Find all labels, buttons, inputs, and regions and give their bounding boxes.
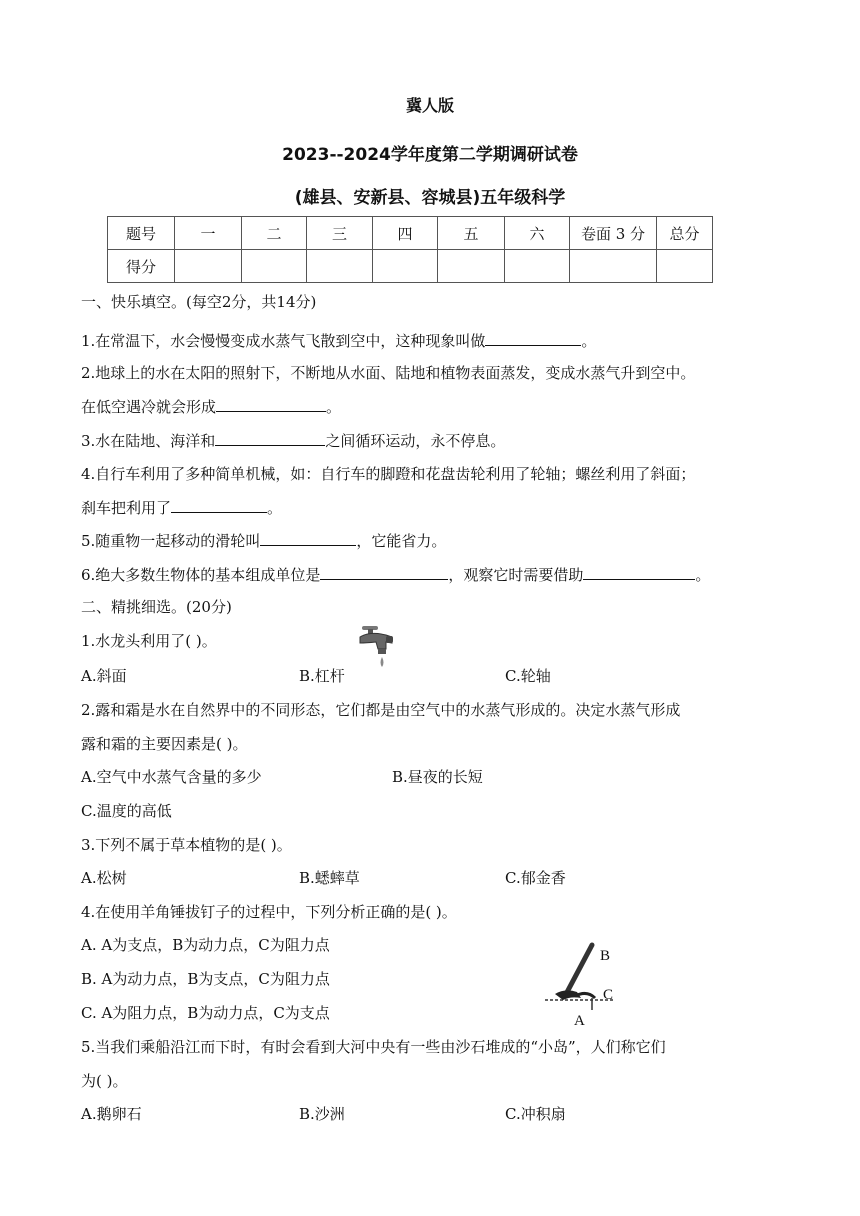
table-cell: 五 <box>438 217 505 250</box>
question-text: 。 <box>695 566 711 584</box>
table-cell: 四 <box>373 217 438 250</box>
s2-q5-option-a[interactable]: A.鹅卵石 <box>81 1105 142 1123</box>
question-text: ，它能省力。 <box>356 532 447 550</box>
s2-q2-option-c[interactable]: C.温度的高低 <box>81 802 172 820</box>
s2-question-5-line2: 为( )。 <box>81 1072 128 1090</box>
s2-q3-option-a[interactable]: A.松树 <box>81 869 127 887</box>
score-input-cell[interactable] <box>307 250 373 283</box>
s2-question-4-stem: 4.在使用羊角锤拔钉子的过程中，下列分析正确的是( )。 <box>81 903 457 921</box>
s2-q1-option-b[interactable]: B.杠杆 <box>299 667 345 685</box>
s2-question-3-stem: 3.下列不属于草本植物的是( )。 <box>81 836 292 854</box>
faucet-image <box>356 623 396 671</box>
question-text: 。 <box>267 499 283 517</box>
s2-question-2-line2: 露和霜的主要因素是( )。 <box>81 735 248 753</box>
question-text: 。 <box>581 332 597 350</box>
s1-question-1 <box>81 330 596 351</box>
figure-label-c: C <box>603 987 614 1003</box>
s1-question-4-line2 <box>81 497 282 518</box>
s2-question-1-stem: 1.水龙头利用了( )。 <box>81 632 217 650</box>
s1-question-3 <box>81 430 505 451</box>
answer-blank[interactable] <box>216 396 326 412</box>
question-text: 1.在常温下，水会慢慢变成水蒸气飞散到空中，这种现象叫做 <box>81 332 486 350</box>
exam-title: 2023--2024学年度第二学期调研试卷 <box>282 145 578 165</box>
answer-blank[interactable] <box>171 497 267 513</box>
s2-q2-option-b[interactable]: B.昼夜的长短 <box>392 768 483 786</box>
table-cell: 六 <box>505 217 570 250</box>
s1-question-4-line1: 4.自行车利用了多种简单机械，如：自行车的脚蹬和花盘齿轮利用了轮轴；螺丝利用了斜面； <box>81 465 696 483</box>
score-table-header-row <box>108 217 713 250</box>
s2-question-5-line1: 5.当我们乘船沿江而下时，有时会看到大河中央有一些由沙石堆成的“小岛”，人们称它们 <box>81 1038 666 1056</box>
question-text: 之间循环运动，永不停息。 <box>325 432 506 450</box>
table-cell: 总分 <box>657 217 713 250</box>
claw-hammer-figure <box>545 940 625 1028</box>
score-input-cell[interactable] <box>373 250 438 283</box>
question-text: ，观察它时需要借助 <box>448 566 584 584</box>
answer-blank[interactable] <box>320 564 448 580</box>
section2-heading: 二、精挑细选。(20分) <box>81 598 232 616</box>
table-cell: 一 <box>175 217 242 250</box>
score-table-score-row <box>108 250 713 283</box>
question-text: 。 <box>326 398 342 416</box>
answer-blank[interactable] <box>485 330 581 346</box>
question-text: 在低空遇冷就会形成 <box>81 398 217 416</box>
s1-question-6 <box>81 564 710 585</box>
question-text: 6.绝大多数生物体的基本组成单位是 <box>81 566 321 584</box>
s1-question-2-line2 <box>81 396 341 417</box>
table-cell: 卷面 3 分 <box>570 217 657 250</box>
s2-q3-option-b[interactable]: B.蟋蟀草 <box>299 869 360 887</box>
table-cell: 二 <box>242 217 307 250</box>
score-input-cell[interactable] <box>438 250 505 283</box>
s2-q4-option-b[interactable]: B. A为动力点，B为支点，C为阻力点 <box>81 970 330 988</box>
s2-question-2-line1: 2.露和霜是水在自然界中的不同形态，它们都是由空气中的水蒸气形成的。决定水蒸气形成 <box>81 701 681 719</box>
score-input-cell[interactable] <box>242 250 307 283</box>
answer-blank[interactable] <box>260 530 356 546</box>
table-cell: 得分 <box>108 250 175 283</box>
s2-q4-option-c[interactable]: C. A为阻力点，B为动力点，C为支点 <box>81 1004 330 1022</box>
s2-q1-option-a[interactable]: A.斜面 <box>81 667 127 685</box>
s2-q5-option-b[interactable]: B.沙洲 <box>299 1105 345 1123</box>
score-input-cell[interactable] <box>505 250 570 283</box>
s2-q5-option-c[interactable]: C.冲积扇 <box>505 1105 566 1123</box>
answer-blank[interactable] <box>215 430 325 446</box>
s2-q1-option-c[interactable]: C.轮轴 <box>505 667 551 685</box>
question-text: 3.水在陆地、海洋和 <box>81 432 216 450</box>
score-input-cell[interactable] <box>657 250 713 283</box>
edition-label: 冀人版 <box>405 96 454 115</box>
question-text: 5.随重物一起移动的滑轮叫 <box>81 532 261 550</box>
question-text: 刹车把利用了 <box>81 499 172 517</box>
score-input-cell[interactable] <box>570 250 657 283</box>
s2-q2-option-a[interactable]: A.空气中水蒸气含量的多少 <box>81 768 262 786</box>
score-input-cell[interactable] <box>175 250 242 283</box>
section1-heading: 一、快乐填空。(每空2分，共14分) <box>81 293 317 311</box>
s2-q4-option-a[interactable]: A. A为支点，B为动力点，C为阻力点 <box>81 936 330 954</box>
answer-blank[interactable] <box>583 564 695 580</box>
table-cell: 三 <box>307 217 373 250</box>
exam-subtitle: (雄县、安新县、容城县)五年级科学 <box>294 188 566 208</box>
score-table <box>107 216 713 283</box>
figure-label-b: B <box>600 948 611 964</box>
s2-q3-option-c[interactable]: C.郁金香 <box>505 869 566 887</box>
s1-question-2-line1: 2.地球上的水在太阳的照射下，不断地从水面、陆地和植物表面蒸发，变成水蒸气升到空中。 <box>81 364 696 382</box>
figure-label-a: A <box>574 1013 585 1028</box>
table-cell: 题号 <box>108 217 175 250</box>
s1-question-5 <box>81 530 446 551</box>
